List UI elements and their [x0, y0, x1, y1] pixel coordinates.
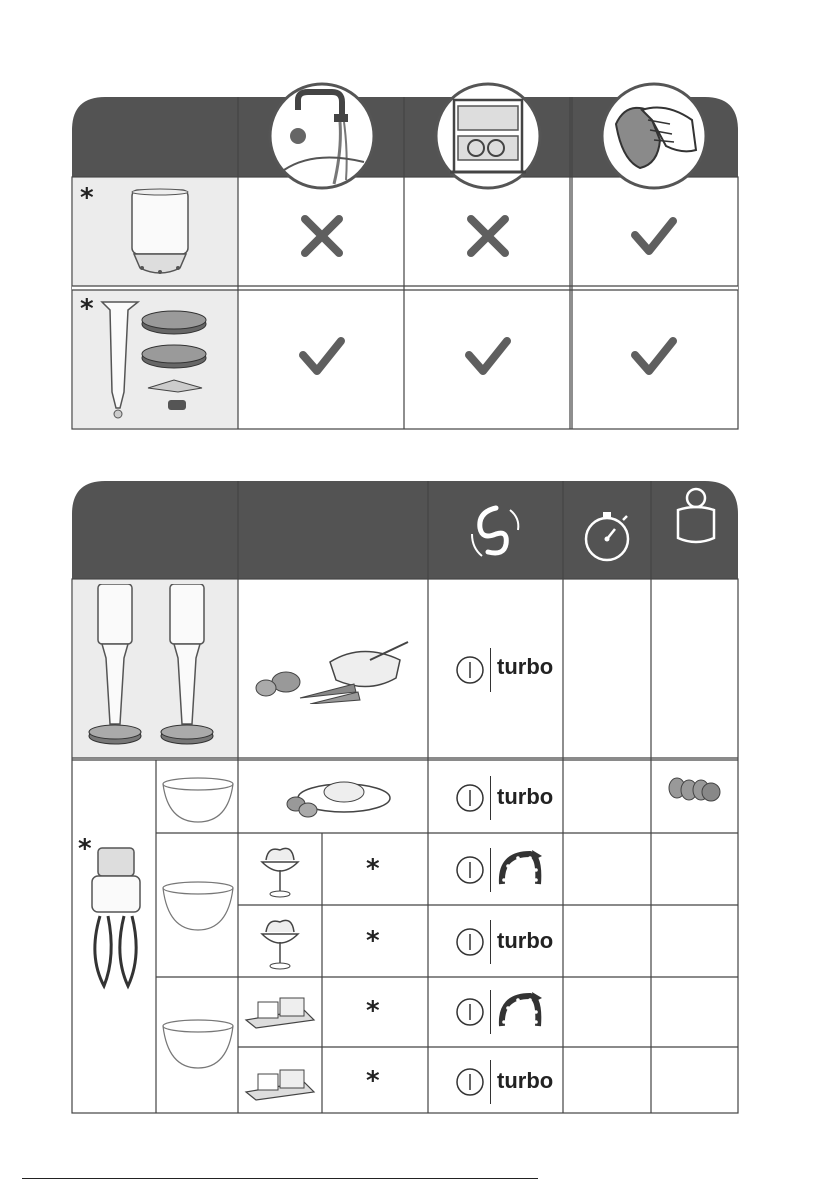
masher-and-discs-icon: [98, 296, 222, 424]
cross-icon: [465, 213, 511, 259]
eggs-icon: [667, 776, 723, 804]
power-button-icon: [452, 1064, 488, 1100]
optional-marker: *: [366, 1066, 380, 1096]
power-button-icon: [452, 780, 488, 816]
motor-bowl-attachment-icon: [126, 188, 196, 280]
divider: [490, 990, 491, 1034]
power-button-icon: [452, 994, 488, 1030]
masher-feet-icon: [86, 584, 230, 754]
mashed-potatoes-carrots-icon: [250, 638, 416, 704]
divider: [490, 1060, 491, 1104]
bowl-icon: [160, 1018, 236, 1070]
power-button-icon: [452, 852, 488, 888]
optional-marker: *: [366, 926, 380, 956]
turbo-label: turbo: [497, 928, 554, 953]
divider: [490, 920, 491, 964]
power-button-icon: [452, 924, 488, 960]
running-water-tap-icon: [264, 80, 380, 192]
timer-icon: [580, 510, 636, 564]
weight-icon: [670, 486, 722, 552]
dishwasher-icon: [430, 80, 546, 192]
turbo-label: turbo: [497, 1068, 554, 1093]
cake-batter-tray-icon: [244, 1064, 316, 1102]
optional-marker: *: [78, 834, 92, 864]
bowl-icon: [160, 880, 236, 932]
turbo-label: turbo: [497, 784, 554, 809]
variable-speed-icon: [496, 988, 544, 1030]
variable-speed-icon: [496, 846, 544, 888]
optional-marker: *: [80, 183, 94, 213]
divider: [490, 848, 491, 892]
speed-setting-icon: [466, 500, 526, 562]
egg-white-plate-icon: [284, 774, 394, 820]
cross-icon: [299, 213, 345, 259]
optional-marker: *: [366, 854, 380, 884]
check-icon: [297, 333, 347, 379]
power-button-icon: [452, 652, 488, 688]
check-icon: [463, 333, 513, 379]
optional-marker: *: [80, 294, 94, 324]
wipe-cloth-icon: [596, 80, 712, 192]
cream-dessert-icon: [254, 840, 306, 902]
bowl-icon: [160, 776, 236, 824]
divider: [490, 648, 491, 692]
check-icon: [629, 333, 679, 379]
whisk-attachment-icon: [86, 846, 156, 996]
footer-rule: [22, 1178, 538, 1179]
optional-marker: *: [366, 996, 380, 1026]
cake-batter-tray-icon: [244, 992, 316, 1030]
check-icon: [629, 213, 679, 259]
divider: [490, 776, 491, 820]
cream-dessert-icon: [254, 912, 306, 974]
turbo-label: turbo: [497, 654, 554, 679]
